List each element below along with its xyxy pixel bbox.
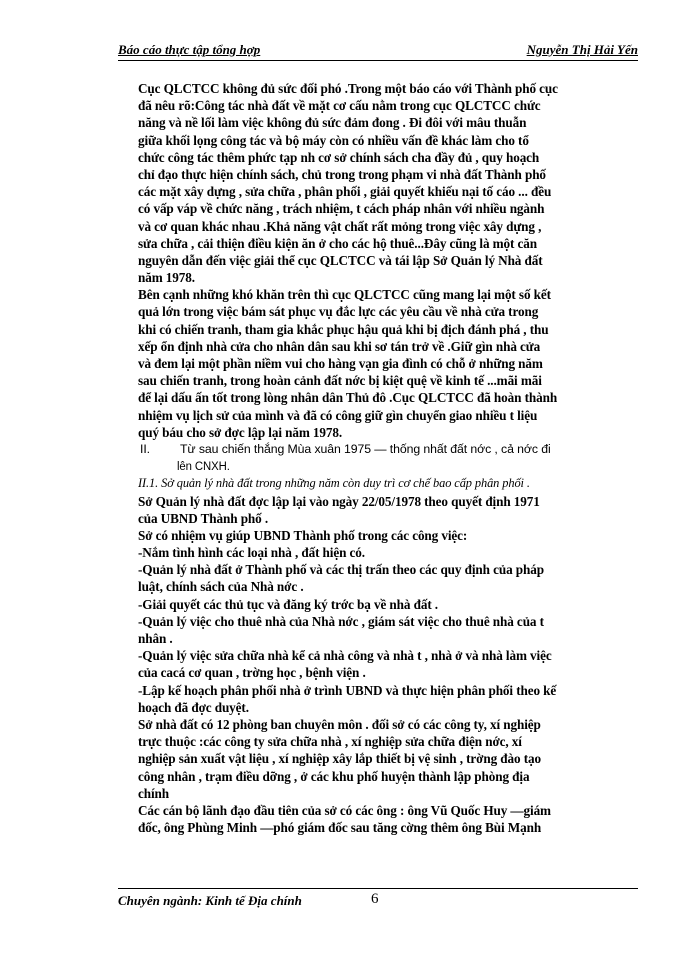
text-line: Các cán bộ lãnh đạo đầu tiên của sở có các ông : ông Vũ Quốc Huy —giám	[138, 802, 551, 818]
paragraph-block-1	[138, 80, 638, 441]
text-line: quý báu cho sở đợc lập lại năm 1978.	[138, 424, 343, 440]
document-body	[138, 80, 638, 836]
text-line: để lại dấu ấn tốt trong lòng nhân dân Thủ đô .Cục QLCTCC đã hoàn thành	[138, 390, 558, 406]
text-line: nhân .	[138, 631, 173, 646]
text-line: Cục QLCTCC không đủ sức đối phó .Trong một báo cáo với Thành phố cục	[138, 81, 558, 96]
section-heading-ii	[140, 441, 638, 458]
text-line: chỉ đạo thực hiện chính sách, chủ trong trong phạm vi nhà đất Thành phố	[138, 166, 546, 182]
text-line: -Quản lý việc sửa chữa nhà kể cả nhà công và nhà t , nhà ở và nhà làm việc	[138, 648, 552, 664]
section-heading-text: Từ sau chiến thắng Mùa xuân 1975 — thống nhất đất nớc , cả nớc đi	[180, 441, 551, 456]
paragraph-block-2	[138, 493, 638, 837]
text-line: xếp ổn định nhà cửa cho nhân dân sau khi sơ tán trở về .Giữ gìn nhà cửa	[138, 338, 541, 354]
text-line: -Quản lý nhà đất ở Thành phố và các thị trấn theo các quy định của pháp	[138, 562, 544, 578]
text-line: -Giải quyết các thủ tục và đăng ký trớc bạ về nhà đất .	[138, 596, 439, 612]
text-line: chức công tác thêm phức tạp nh cơ sở chính sách cha đầy đủ , quy hoạch	[138, 149, 540, 165]
footer-major-label: Chuyên ngành: Kinh tế Địa chính	[118, 893, 302, 908]
text-line: công nhân , trạm điều dỡng , ở các khu phố huyện thành lập phòng địa	[138, 768, 530, 784]
text-line: năng và nề lối làm việc không đủ sức đảm đong . Đi đôi với mâu thuẫn	[138, 115, 527, 131]
text-line: Sở nhà đất có 12 phòng ban chuyên môn . đối sở có các công ty, xí nghiệp	[138, 716, 541, 732]
text-line: hoạch đã đợc duyệt.	[138, 699, 249, 715]
text-line: quả lớn trong việc bám sát phục vụ đắc lực các yêu cầu về nhà cửa trong	[138, 304, 539, 320]
text-line: trực thuộc :các công ty sửa chữa nhà , xí nghiệp sửa chữa điện nớc, xí	[138, 734, 522, 750]
text-line: của UBND Thành phố .	[138, 510, 269, 526]
text-line: -Nắm tình hình các loại nhà , đất hiện có.	[138, 545, 365, 561]
text-line: Sở có nhiệm vụ giúp UBND Thành phố trong các công việc:	[138, 527, 468, 543]
text-line: nghiệp sản xuất vật liệu , xí nghiệp xây lắp thiết bị vệ sinh , trờng đào tạo	[138, 751, 541, 767]
header-author-name: Nguyễn Thị Hải Yến	[526, 42, 638, 57]
text-line: đã nêu rõ:Công tác nhà đất về mặt cơ cấu nằm trong cục QLCTCC chức	[138, 98, 541, 114]
text-line: có vấp váp về chức năng , trách nhiệm, t cách pháp nhân với nhiều ngành	[138, 201, 545, 217]
page-footer	[118, 888, 638, 909]
section-number: II.	[140, 441, 150, 456]
header-report-title: Báo cáo thực tập tổng hợp	[118, 42, 261, 57]
text-line: giữa khối lọng công tác và bộ máy còn có nhiều vấn đề khác làm cho tổ	[138, 132, 529, 148]
text-line: và đem lại một phần niềm vui cho hàng vạn gia đình có chỗ ở những năm	[138, 356, 543, 371]
text-line: các mặt xây dựng , sửa chữa , phân phối , giải quyết khiếu nại tố cáo ... đều	[138, 184, 552, 200]
text-line: luật, chính sách của Nhà nớc .	[138, 579, 304, 595]
text-line: Sở Quản lý nhà đất đợc lập lại vào ngày 22/05/1978 theo quyết định 1971	[138, 493, 540, 509]
text-line: năm 1978.	[138, 270, 195, 286]
text-line: đốc, ông Phùng Minh —phó giám đốc sau tăng cờng thêm ông Bùi Mạnh	[138, 820, 542, 836]
text-line: khi có chiến tranh, tham gia khắc phục hậu quả khi bị địch đánh phá , thu	[138, 321, 549, 337]
text-line: sau chiến tranh, trong hoàn cảnh đất nớc bị kiệt quệ về kinh tế ...mãi mãi	[138, 373, 542, 389]
text-line: -Lập kế hoạch phân phối nhà ở trình UBND và thực hiện phân phối theo kế	[138, 682, 557, 698]
page-number: 6	[371, 891, 379, 907]
text-line: nhiệm vụ lịch sử của mình và đã có công giữ gìn chuyển giao nhiều t liệu	[138, 407, 538, 423]
text-line: và cơ quan khác nhau .Khả năng vật chất rất mỏng trong việc xây dựng ,	[138, 218, 542, 234]
subsection-heading-ii-1: II.1. Sở quản lý nhà đất trong những năm còn duy trì cơ chế bao cấp phân phối .	[138, 476, 530, 491]
text-line: nguyên dẫn đến việc giải thể cục QLCTCC và tái lập Sở Quản lý Nhà đất	[138, 252, 543, 268]
text-line: -Quản lý việc cho thuê nhà của Nhà nớc , giám sát việc cho thuê nhà của t	[138, 613, 544, 629]
text-line: Bên cạnh những khó khăn trên thì cục QLCTCC cũng mang lại một số kết	[138, 287, 551, 303]
text-line: của cacá cơ quan , trờng học , bệnh viện .	[138, 665, 366, 681]
text-line: chính	[138, 785, 170, 801]
text-line: sửa chữa , cải thiện điều kiện ăn ở cho các hộ thuê...Đây cũng là một căn	[138, 235, 538, 251]
page-header	[118, 40, 638, 61]
section-heading-continuation: lên CNXH.	[176, 459, 230, 474]
